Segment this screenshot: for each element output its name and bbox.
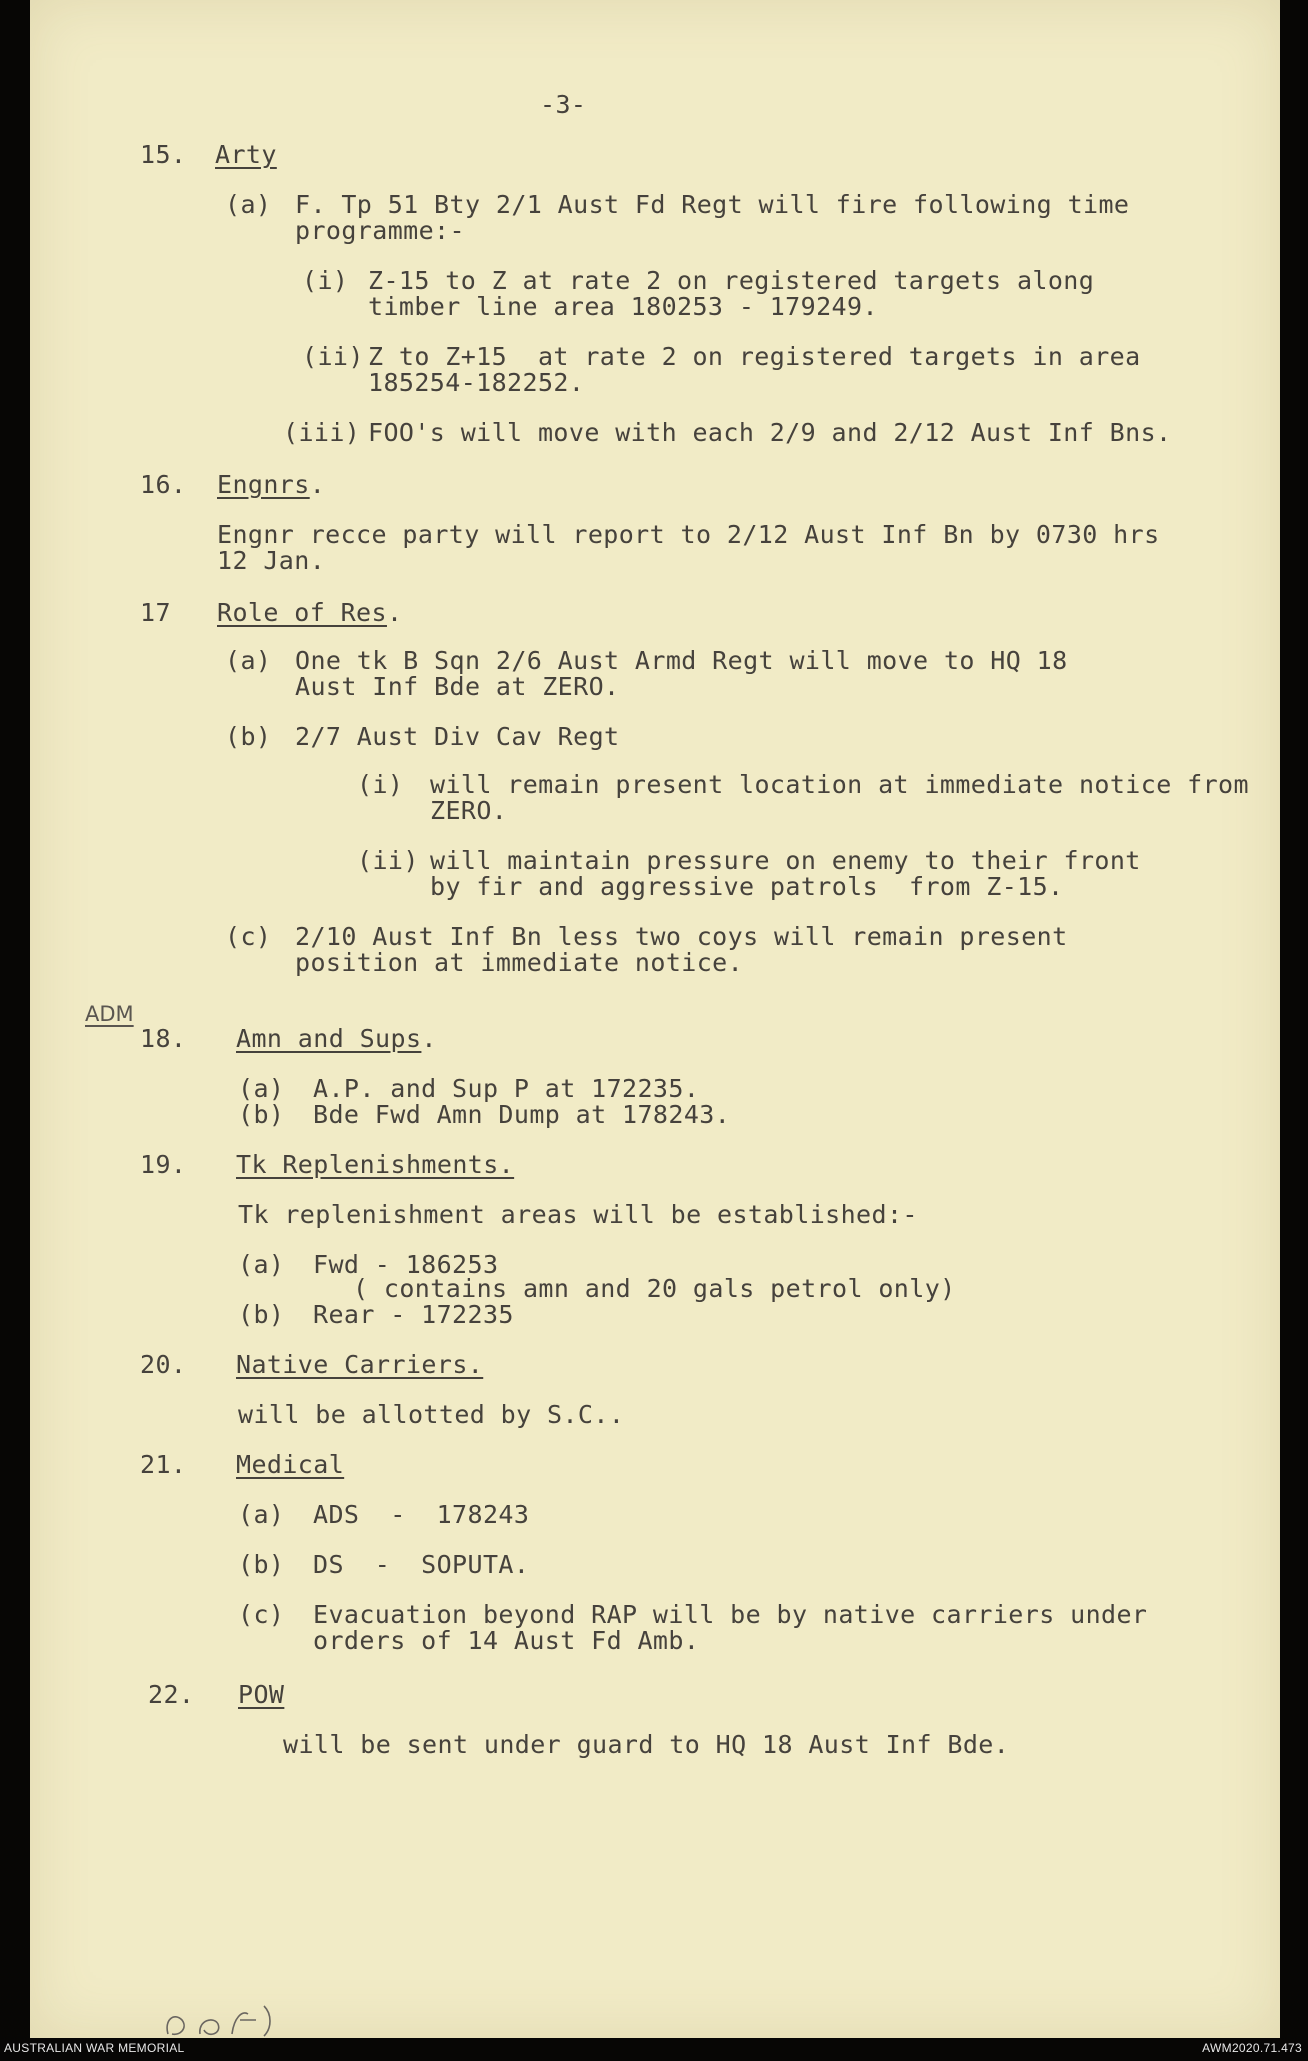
s17-b-ii-text-line1: will maintain pressure on enemy to their front (430, 846, 1141, 875)
page-number: -3- (540, 90, 587, 119)
s15-i-text-line2: timber line area 180253 - 179249. (368, 292, 878, 321)
s17-b-i-text-line2: ZERO. (430, 796, 508, 825)
section-22-title: POW (238, 1680, 285, 1709)
section-18-title-text: Amn and Sups (236, 1024, 422, 1053)
s19-a-note: ( contains amn and 20 gals petrol only) (353, 1274, 956, 1303)
s15-i-text-line1: Z-15 to Z at rate 2 on registered targets along (368, 266, 1095, 295)
adm-margin-label: ADM (85, 1002, 134, 1026)
s15-a-text-line1: F. Tp 51 Bty 2/1 Aust Fd Regt will fire following time (295, 190, 1130, 219)
s15-a-text-line2: programme:- (295, 216, 465, 245)
s18-b-text: Bde Fwd Amn Dump at 178243. (313, 1100, 731, 1129)
document-page (30, 0, 1280, 2038)
section-16-title-text: Engnrs (217, 470, 310, 499)
section-18-number: 18. (140, 1024, 187, 1053)
section-19-number: 19. (140, 1150, 187, 1179)
s17-b-i-text-line1: will remain present location at immediate notice from (430, 770, 1249, 799)
s21-b-label: (b) (238, 1550, 285, 1579)
s15-ii-text-line1: Z to Z+15 at rate 2 on registered targets in area (368, 342, 1141, 371)
s16-text-line2: 12 Jan. (217, 546, 326, 575)
footer-accession-number: AWM2020.71.473 (1202, 2041, 1302, 2055)
handwritten-folio-mark (160, 1990, 280, 2038)
section-18-title: Amn and Sups. (236, 1024, 437, 1053)
section-17-number: 17 (140, 598, 171, 627)
s17-b-i-label: (i) (357, 770, 404, 799)
s19-a-label: (a) (238, 1250, 285, 1279)
s15-iii-text: FOO's will move with each 2/9 and 2/12 Aust Inf Bns. (368, 418, 1172, 447)
s21-c-label: (c) (238, 1600, 285, 1629)
s18-a-label: (a) (238, 1074, 285, 1103)
s15-ii-label: (ii) (302, 342, 364, 371)
s16-text-line1: Engnr recce party will report to 2/12 Aust Inf Bn by 0730 hrs (217, 520, 1160, 549)
s21-b-text: DS - SOPUTA. (313, 1550, 530, 1579)
s21-a-text: ADS - 178243 (313, 1500, 530, 1529)
s17-c-text-line2: position at immediate notice. (295, 948, 744, 977)
s19-a-text: Fwd - 186253 (313, 1250, 499, 1279)
section-21-number: 21. (140, 1450, 187, 1479)
s17-a-text-line2: Aust Inf Bde at ZERO. (295, 672, 620, 701)
s17-b-ii-text-line2: by fir and aggressive patrols from Z-15. (430, 872, 1064, 901)
section-16-number: 16. (140, 470, 187, 499)
s18-a-text: A.P. and Sup P at 172235. (313, 1074, 700, 1103)
s17-c-text-line1: 2/10 Aust Inf Bn less two coys will remain present (295, 922, 1068, 951)
s21-c-text-line1: Evacuation beyond RAP will be by native carriers under (313, 1600, 1148, 1629)
section-20-title: Native Carriers. (236, 1350, 484, 1379)
section-15-title: Arty (215, 140, 277, 169)
s18-b-label: (b) (238, 1100, 285, 1129)
s15-ii-text-line2: 185254-182252. (368, 368, 585, 397)
s21-a-label: (a) (238, 1500, 285, 1529)
section-17-title-text: Role of Res (217, 598, 387, 627)
s17-a-text-line1: One tk B Sqn 2/6 Aust Armd Regt will move to HQ 18 (295, 646, 1068, 675)
s22-text: will be sent under guard to HQ 18 Aust Inf Bde. (283, 1730, 1010, 1759)
section-15-number: 15. (140, 140, 187, 169)
s17-c-label: (c) (225, 922, 272, 951)
s17-b-label: (b) (225, 722, 272, 751)
s17-b-ii-label: (ii) (357, 846, 419, 875)
s15-i-label: (i) (302, 266, 349, 295)
s15-a-label: (a) (225, 190, 272, 219)
s17-a-label: (a) (225, 646, 272, 675)
s20-text: will be allotted by S.C.. (238, 1400, 625, 1429)
s19-intro: Tk replenishment areas will be established:- (238, 1200, 918, 1229)
s19-b-label: (b) (238, 1300, 285, 1329)
s17-b-text: 2/7 Aust Div Cav Regt (295, 722, 620, 751)
section-20-number: 20. (140, 1350, 187, 1379)
section-22-number: 22. (148, 1680, 195, 1709)
section-17-title: Role of Res. (217, 598, 403, 627)
section-19-title: Tk Replenishments. (236, 1150, 515, 1179)
s19-b-text: Rear - 172235 (313, 1300, 514, 1329)
s15-iii-label: (iii) (283, 418, 361, 447)
footer-credit: AUSTRALIAN WAR MEMORIAL (4, 2041, 185, 2055)
s21-c-text-line2: orders of 14 Aust Fd Amb. (313, 1626, 700, 1655)
section-21-title: Medical (236, 1450, 345, 1479)
section-16-title: Engnrs. (217, 470, 326, 499)
